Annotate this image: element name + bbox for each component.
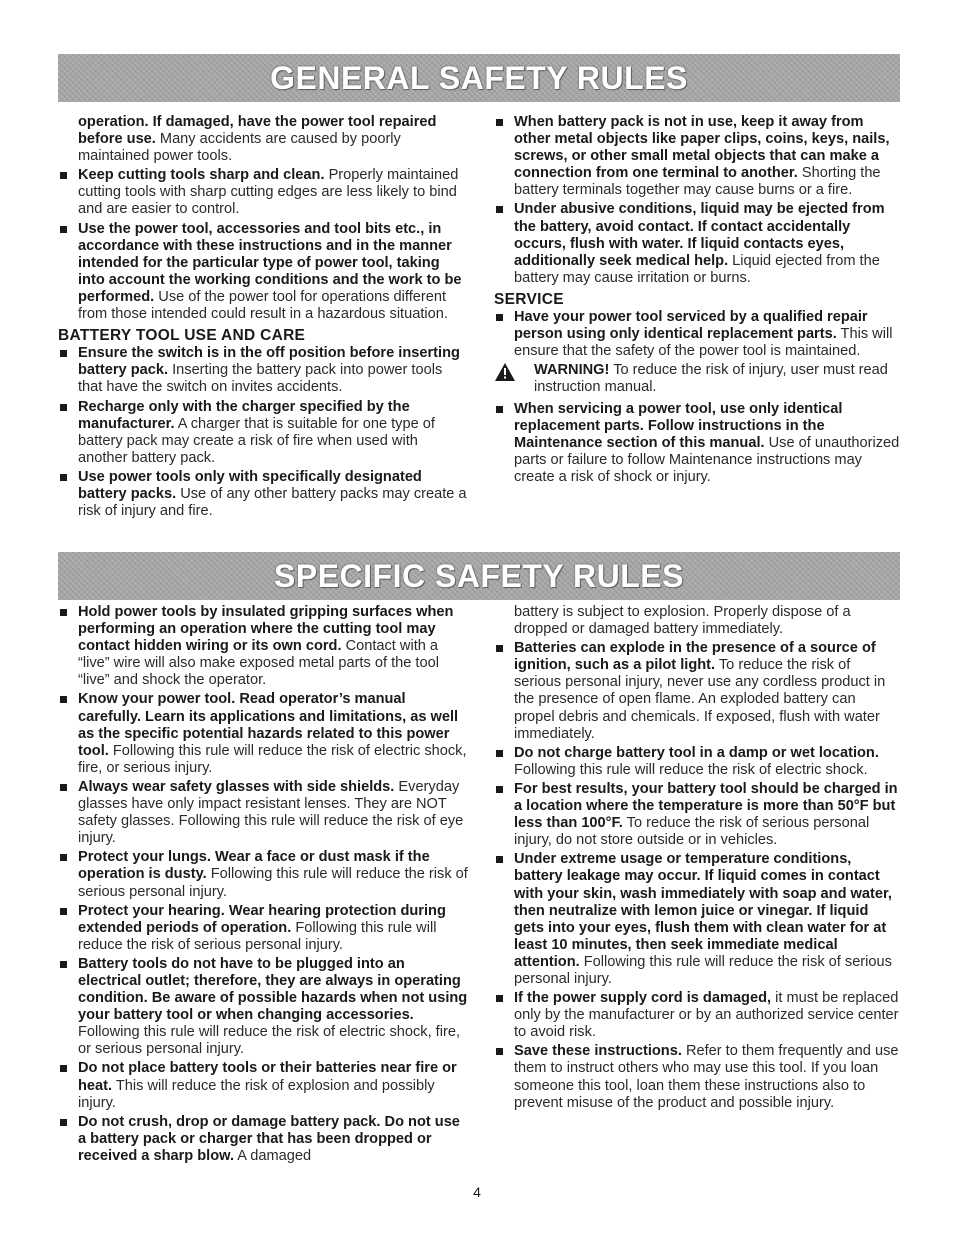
list-item [58,221,468,324]
body-text: This will reduce the risk of explosion and possibly injury. [78,1077,435,1111]
body-text: To reduce the risk of serious personal injury, never use any cordless product in the presence of open flame. An exploded battery can propel debris and chemicals. If exposed, flush with water immediately. [514,657,886,742]
bold-text: Battery tools do not have to be plugged into an electrical outlet; therefore, they are always in operating condition. Be aware of possible hazards when not using your battery tool or when changing accessories. [78,955,468,1024]
general-right-column [494,114,900,488]
body-text: A charger that is suitable for one type of battery pack may create a risk of fire when used with another battery pack. [78,415,435,466]
square-bullet-icon [496,1048,503,1055]
body-text: Refer to them frequently and use them to instruct others who may use this tool. If you loan someone this tool, loan them these instructions also to prevent misuse of the product and possible injury. [514,1043,899,1111]
body-text: Many accidents are caused by poorly maintained power tools. [78,131,401,165]
list-item [494,781,900,849]
body-text: Liquid ejected from the battery may cause irritation or burns. [514,252,880,286]
bold-text: operation. If damaged, have the power tool repaired before use. [78,114,437,148]
list-item [58,903,468,954]
square-bullet-icon [60,609,67,616]
list-item [58,849,468,900]
body-text: Following this rule will reduce the risk of electric shock, fire, or serious personal injury. [78,1024,461,1058]
square-bullet-icon [496,856,503,863]
bold-text: Batteries can explode in the presence of a source of ignition, such as a pilot light. [514,640,876,674]
bold-text: If the power supply cord is damaged, [514,990,772,1007]
bold-text: Have your power tool serviced by a qualified repair person using only identical replacement parts. [514,309,868,343]
bold-text: Ensure the switch is in the off position before inserting battery pack. [78,345,460,379]
subsection-heading: SERVICE [494,290,564,308]
bold-text: Use the power tool, accessories and tool bits etc., in accordance with these instructions and in the manner intended for the particular type of power tool, taking into account the working conditions and the work to be performed. [78,220,462,305]
square-bullet-icon [496,995,503,1002]
square-bullet-icon [60,908,67,915]
square-bullet-icon [496,750,503,757]
body-text: Properly maintained cutting tools with sharp cutting edges are less likely to bind and are easier to control. [78,167,459,218]
square-bullet-icon [60,404,67,411]
bold-text: Save these instructions. [514,1043,682,1060]
square-bullet-icon [60,1119,67,1126]
body-text: Use of the power tool for operations different from those intended could result in a hazardous situation. [78,288,448,323]
body-text: battery is subject to explosion. Properly dispose of a dropped or damaged battery immediately. [514,604,851,638]
warning-notice [494,362,900,396]
body-text: Use of any other battery packs may create a risk of injury and fire. [78,485,467,520]
square-bullet-icon [60,961,67,968]
list-item [494,201,900,286]
body-text: A damaged [234,1147,312,1164]
section-title: GENERAL SAFETY RULES [270,59,688,96]
body-text: This will ensure that the safety of the power tool is maintained. [514,326,893,360]
list-item [494,114,900,199]
square-bullet-icon [60,854,67,861]
square-bullet-icon [60,784,67,791]
bold-text: Under abusive conditions, liquid may be ejected from the battery, avoid contact. If contact accidentally occurs, flush with water. If liquid contacts eyes, additionally seek medical help. [514,201,885,269]
body-text: Everyday glasses have only impact resistant lenses. They are NOT safety glasses. Following this rule will reduce the risk of eye injury. [78,778,464,847]
bold-text: Do not place battery tools or their batteries near fire or heat. [78,1060,457,1094]
body-text: Following this rule will reduce the risk of electric shock. [514,761,868,778]
body-text: Following this rule will reduce the risk of serious personal injury. [514,953,892,987]
bold-text: Always wear safety glasses with side shields. [78,778,395,795]
body-text: Following this rule will reduce the risk of serious personal injury. [78,866,468,900]
bold-text: Protect your hearing. Wear hearing protection during extended periods of operation. [78,902,446,936]
list-item [58,1114,468,1165]
square-bullet-icon [60,172,67,179]
bold-text: Do not crush, drop or damage battery pack. Do not use a battery pack or charger that has been dropped or received a sharp blow. [78,1113,460,1164]
body-text: Inserting the battery pack into power tools that have the switch on invites accidents. [78,362,443,396]
bold-text: Do not charge battery tool in a damp or wet location. [514,744,879,761]
list-item [58,167,468,218]
subsection-heading: BATTERY TOOL USE AND CARE [58,327,306,345]
square-bullet-icon [60,696,67,703]
square-bullet-icon [496,119,503,126]
list-item [58,604,468,689]
body-text: To reduce the risk of injury, user must read instruction manual. [534,362,888,396]
body-text: it must be replaced only by the manufacturer or by an authorized service center to avoid risk. [514,990,899,1041]
square-bullet-icon [496,406,503,413]
bold-text: Know your power tool. Read operator’s manual carefully. Learn its applications and limitations, as well as the specific potential hazards related to this power tool. [78,691,459,759]
bold-text: For best results, your battery tool should be charged in a location where the temperature is more than 50°F but less than 100°F. [514,780,898,832]
body-text: Use of unauthorized parts or failure to follow Maintenance instructions may create a risk of shock or injury. [514,434,900,485]
body-text: Following this rule will reduce the risk of serious personal injury. [78,919,437,953]
page-number: 4 [473,1184,481,1200]
paragraph [494,604,900,638]
section-title: SPECIFIC SAFETY RULES [274,557,684,594]
list-item [58,779,468,847]
bold-text: When servicing a power tool, use only identical replacement parts. Follow instructions in the Maintenance section of this manual. [514,400,843,451]
bold-text: Hold power tools by insulated gripping surfaces when performing an operation where the cutting tool may contact hidden wiring or its own cord. [78,604,454,655]
general-left-column [58,114,468,522]
list-item [494,745,900,779]
bold-text: Keep cutting tools sharp and clean. [78,167,325,184]
list-item [494,401,900,486]
list-item [494,640,900,743]
list-item [58,399,468,467]
bold-text: Recharge only with the charger specified by the manufacturer. [78,398,410,432]
bold-text: Protect your lungs. Wear a face or dust mask if the operation is dusty. [78,849,430,883]
list-item [58,691,468,776]
square-bullet-icon [496,645,503,652]
list-item [58,345,468,396]
bold-text: Under extreme usage or temperature conditions, battery leakage may occur. If liquid comes in contact with your skin, wash immediately with soap and water, then neutralize with lemon juice or vinegar. If liquid gets into your eyes, flush them with clean water for at least 10 minutes, then seek immediate medical attention. [514,851,892,970]
square-bullet-icon [60,474,67,481]
bold-text: Use power tools only with specifically designated battery packs. [78,468,422,502]
specific-right-column [494,604,900,1114]
square-bullet-icon [496,786,503,793]
warning-label: WARNING! [534,362,610,379]
list-item [494,1043,900,1111]
list-item [494,309,900,360]
bold-text: When battery pack is not in use, keep it away from other metal objects like paper clips, coins, keys, nails, screws, or other small metal objects that can make a connection from one terminal to another. [514,114,890,182]
specific-safety-rules-banner [58,552,900,600]
square-bullet-icon [496,314,503,321]
body-text: To reduce the risk of serious personal injury, do not store outside or in vehicles. [514,815,870,849]
specific-left-column [58,604,468,1167]
paragraph [58,114,468,165]
list-item [58,469,468,520]
warning-triangle-icon [494,362,516,387]
square-bullet-icon [60,350,67,357]
square-bullet-icon [60,1065,67,1072]
body-text: Shorting the battery terminals together may cause burns or a fire. [514,165,881,199]
square-bullet-icon [496,206,503,213]
square-bullet-icon [60,226,67,233]
list-item [58,1060,468,1111]
list-item [494,990,900,1041]
list-item [494,851,900,988]
general-safety-rules-banner [58,54,900,102]
body-text: Following this rule will reduce the risk of electric shock, fire, or serious injury. [78,742,467,776]
list-item [58,956,468,1059]
body-text: Contact with a “live” wire will also make exposed metal parts of the tool “live” and shock the operator. [78,638,439,689]
